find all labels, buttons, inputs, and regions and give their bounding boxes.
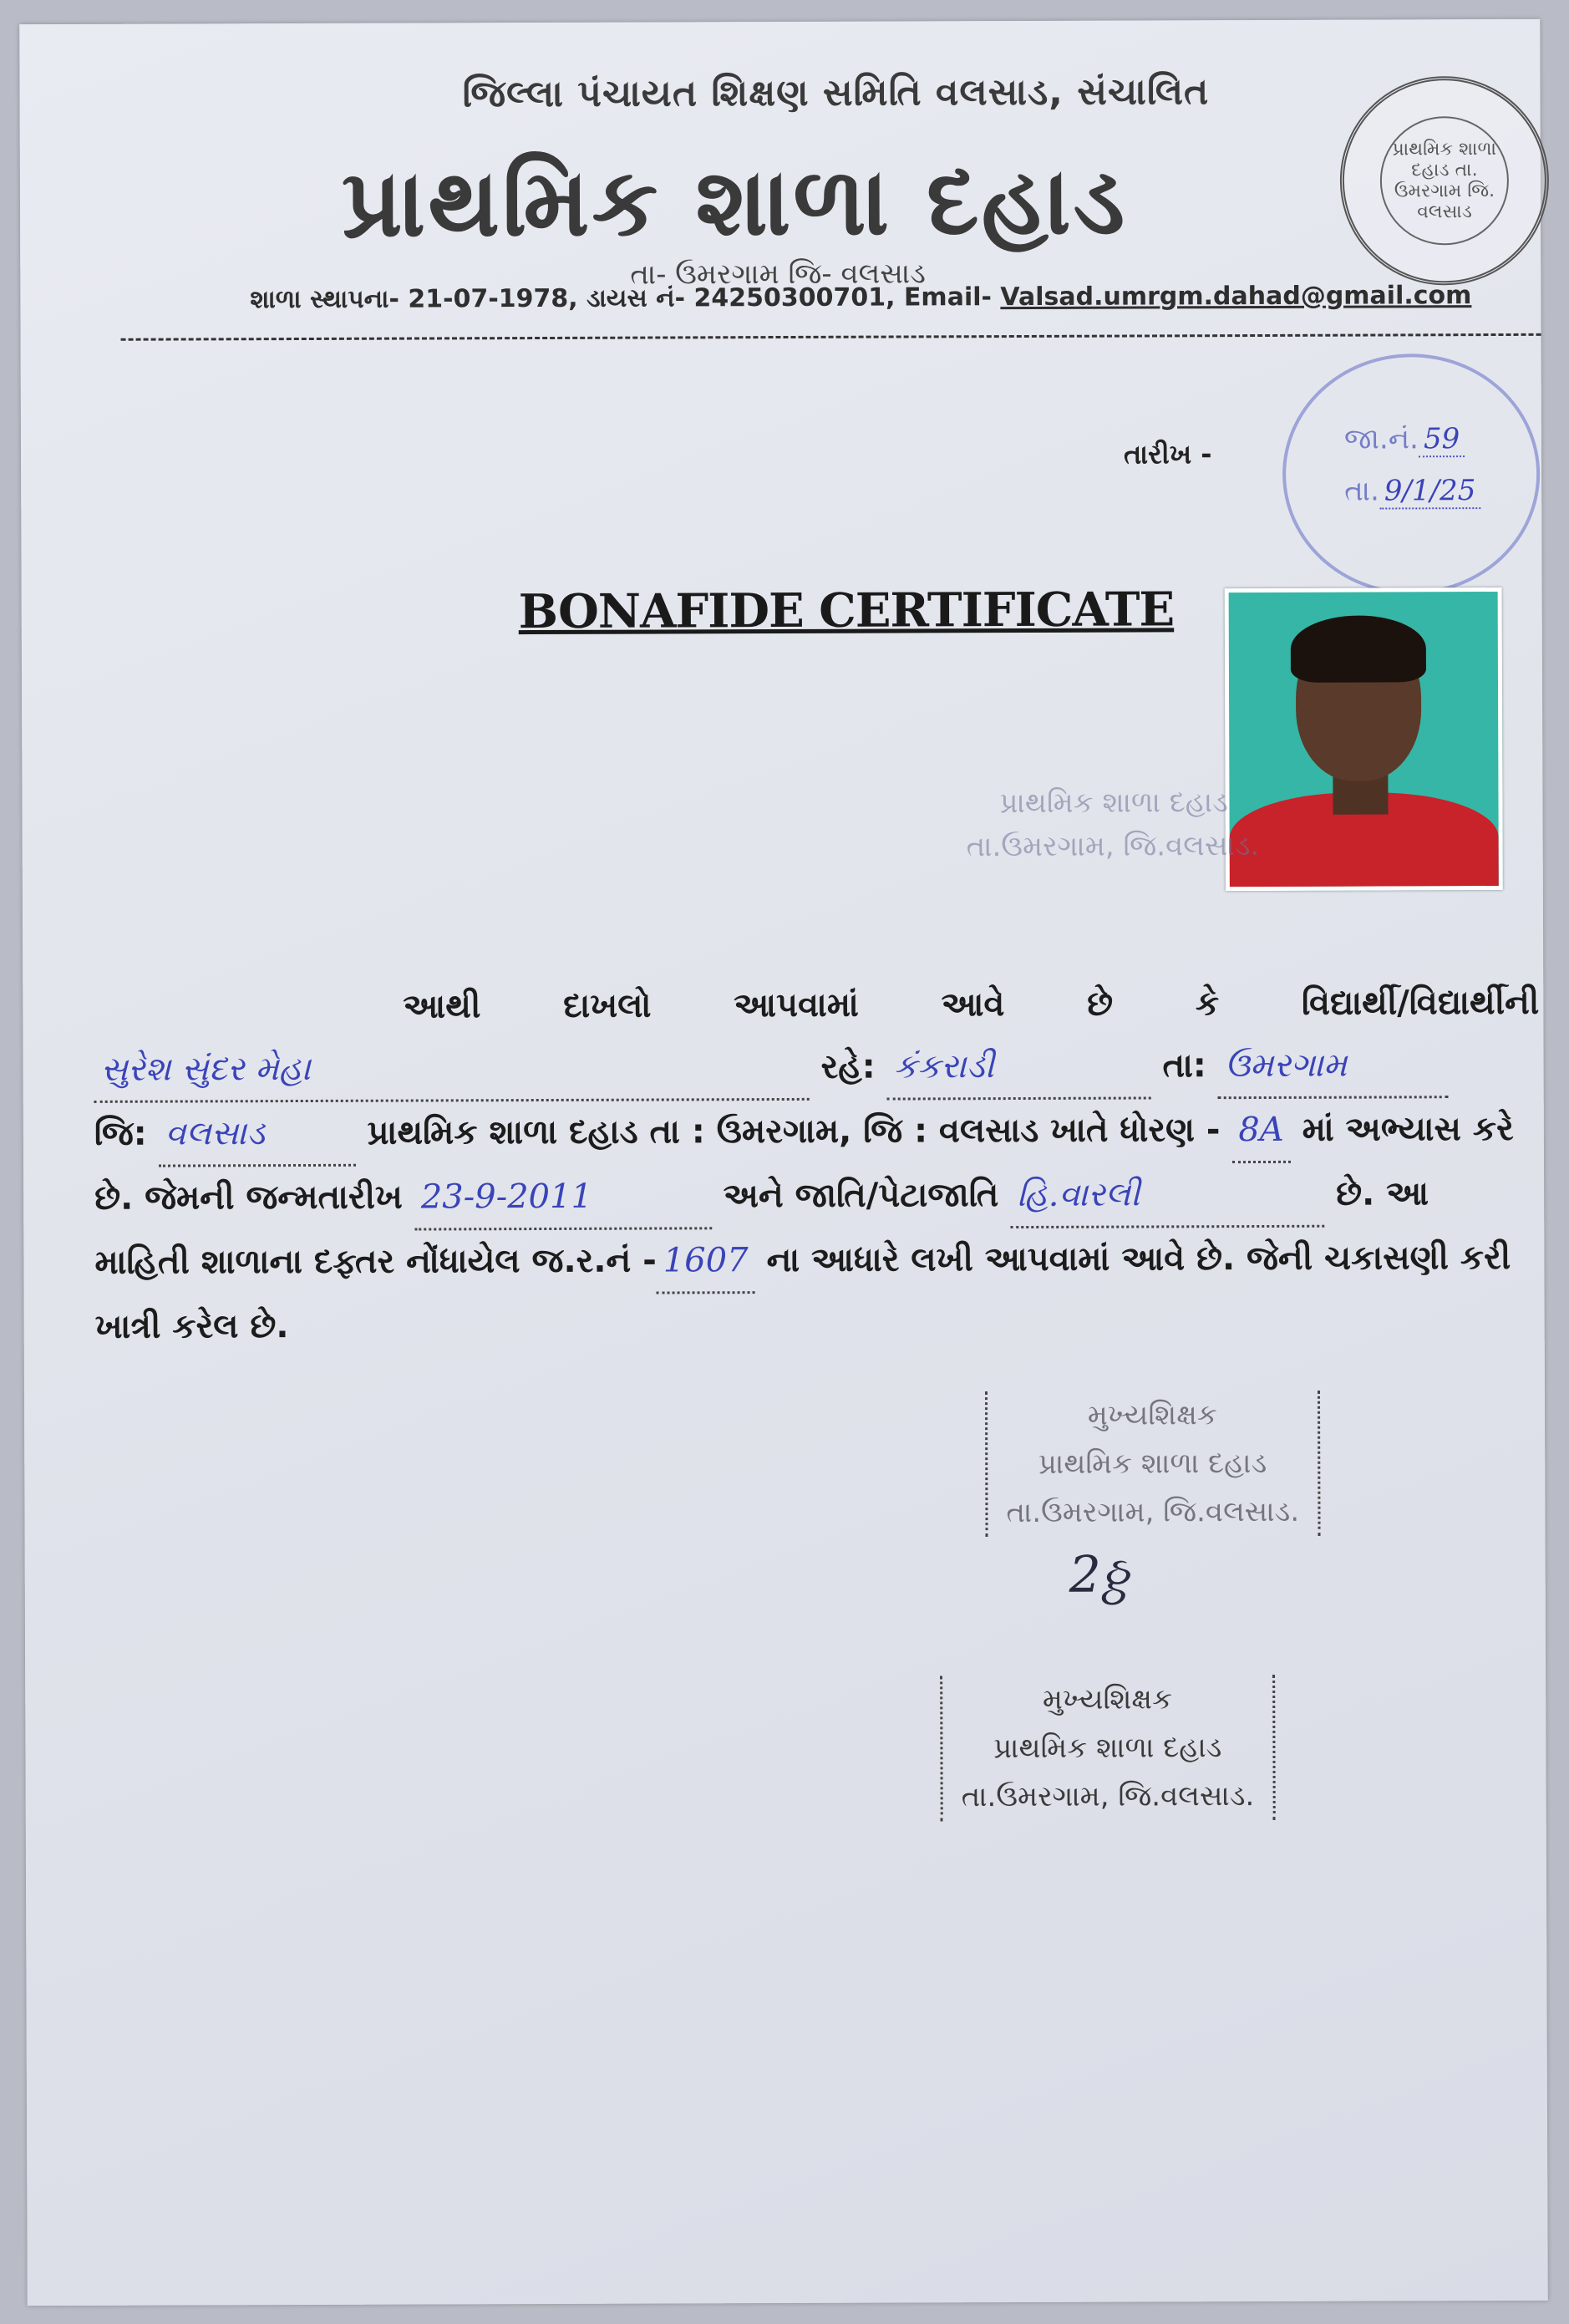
body-word: દાખલો	[563, 986, 652, 1025]
faint-stamp-line1: પ્રાથમિક શાળા દહાડ	[999, 786, 1228, 821]
headmaster-stamp-lower	[940, 1675, 1275, 1821]
body-word: કે	[1195, 984, 1220, 1024]
student-district: વલસાડ	[159, 1102, 356, 1167]
body-line-1	[94, 972, 1539, 1039]
stamp-date-row	[1344, 474, 1480, 508]
date-label: તારીખ -	[1123, 438, 1212, 470]
photo-hair	[1291, 615, 1426, 683]
body-word: આથી	[403, 987, 481, 1026]
stamp-date-label: તા.	[1344, 474, 1379, 508]
study-text: માં અભ્યાસ કરે	[1302, 1109, 1514, 1149]
seal-text: પ્રાથમિક શાળા દહાડ તા. ઉમરગામ જિ. વલસાડ	[1380, 116, 1510, 246]
sign1-line3: તા.ઉમરગામ, જિ.વલસાડ.	[1006, 1494, 1300, 1530]
rahe-label: રહે:	[820, 1047, 876, 1086]
school-text: પ્રાથમિક શાળા દહાડ તા : ઉમરગામ, જિ : વલસાડ ખાતે ધોરણ -	[367, 1111, 1221, 1152]
header-divider	[121, 333, 1541, 341]
gr-prefix: માહિતી શાળાના દફ્તર નોંધાયેલ જ.ર.નં -	[94, 1241, 657, 1282]
body-word: છે	[1087, 984, 1114, 1024]
headmaster-signature: 2ઠ્ઠ	[1069, 1545, 1129, 1604]
header-info-prefix: શાળા સ્થાપના- 21-07-1978, ડાયસ નં- 24250300701, Email-	[250, 282, 1001, 315]
body-line-4	[94, 1162, 1540, 1232]
stamp-bracket	[940, 1675, 1275, 1821]
school-title: પ્રાથમિક શાળા દહાડ	[341, 145, 1128, 258]
line4-end: છે. આ	[1336, 1174, 1429, 1213]
ta-label: તા:	[1162, 1046, 1206, 1086]
body-line-2	[94, 1034, 1539, 1103]
student-standard: 8A	[1231, 1099, 1291, 1163]
ji-label: જિ:	[94, 1114, 147, 1153]
body-line-5	[94, 1227, 1540, 1296]
sign1-line1: મુખ્યશિક્ષક	[1087, 1398, 1217, 1432]
body-word: આપવામાં	[734, 985, 859, 1025]
stamp-no-label: જા.નં.	[1343, 422, 1419, 456]
student-caste: હિ.વારલી	[1010, 1163, 1324, 1228]
headmaster-stamp-upper	[985, 1391, 1320, 1537]
student-name: સુરેશ સુંદર મેહા	[94, 1036, 809, 1103]
certificate-paper	[19, 19, 1548, 2306]
body-word: વિદ્યાર્થી/વિદ્યાર્થીની	[1301, 983, 1540, 1023]
stamp-bracket	[985, 1391, 1320, 1537]
body-line-3	[94, 1098, 1540, 1167]
student-village: કંકરાડી	[886, 1035, 1150, 1100]
student-taluka: ઉમરગામ	[1218, 1034, 1449, 1099]
stamp-no-row	[1344, 422, 1465, 456]
student-dob: 23-9-2011	[414, 1165, 712, 1230]
gr-suffix: ના આધારે લખી આપવામાં આવે છે. જેની ચકાસણી કરી	[766, 1238, 1511, 1280]
header-top-line: જિલ્લા પંચાયત શિક્ષણ સમિતિ વલસાડ, સંચાલિત	[462, 70, 1210, 116]
student-photo	[1225, 587, 1503, 891]
stamp-no-value: 59	[1419, 422, 1465, 457]
caste-prefix: અને જાતિ/પેટાજાતિ	[723, 1176, 999, 1216]
school-email: Valsad.umrgm.dahad@gmail.com	[1000, 281, 1472, 313]
header-sub-line: તા- ઉમરગામ જિ- વલસાડ	[630, 257, 926, 292]
stamp-date-value: 9/1/25	[1379, 474, 1481, 509]
header-info-line	[250, 281, 1471, 314]
certificate-title: BONAFIDE CERTIFICATE	[518, 582, 1175, 640]
sign2-line2: પ્રાથમિક શાળા દહાડ	[993, 1731, 1222, 1766]
dob-prefix: છે. જેમની જન્મતારીખ	[94, 1177, 403, 1218]
body-word: આવે	[941, 985, 1005, 1025]
sign2-line1: મુખ્યશિક્ષક	[1042, 1682, 1173, 1716]
sign2-line3: તા.ઉમરગામ, જિ.વલસાડ.	[961, 1779, 1255, 1814]
inward-stamp	[1282, 353, 1541, 595]
faint-school-stamp	[966, 781, 1259, 868]
body-line-6: ખાત્રી કરેલ છે.	[94, 1307, 289, 1346]
gr-number: 1607	[657, 1229, 755, 1294]
faint-stamp-line2: તા.ઉમરગામ, જિ.વલસાડ.	[966, 829, 1260, 864]
school-seal-icon	[1339, 76, 1549, 286]
certificate-body	[94, 972, 1541, 1358]
sign1-line2: પ્રાથમિક શાળા દહાડ	[1038, 1446, 1267, 1481]
